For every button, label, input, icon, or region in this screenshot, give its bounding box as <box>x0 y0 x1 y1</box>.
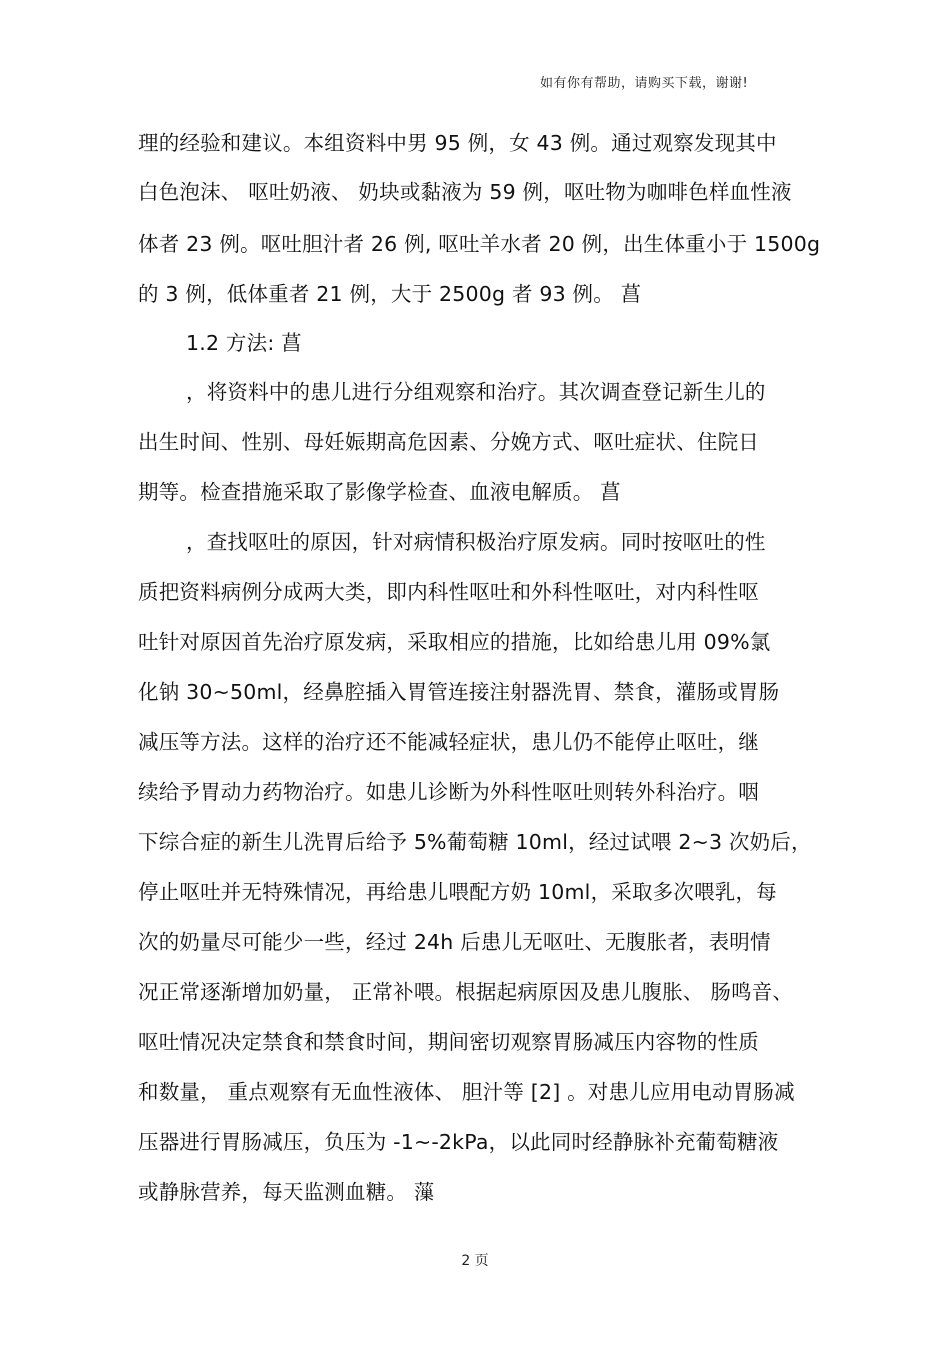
text-line: 续给予胃动力药物治疗。如患儿诊断为外科性呕吐则转外科治疗。咽 <box>138 780 759 804</box>
text-line: ，将资料中的患儿进行分组观察和治疗。其次调查登记新生儿的 <box>186 380 766 404</box>
text-line: 压器进行胃肠减压，负压为 -1~-2kPa，以此同时经静脉补充葡萄糖液 <box>138 1130 779 1154</box>
header-note: 如有你有帮助，请购买下载，谢谢! <box>540 76 749 91</box>
text-line: 化钠 30~50ml，经鼻腔插入胃管连接注射器洗胃、禁食，灌肠或胃肠 <box>138 680 780 704</box>
text-line: 期等。检查措施采取了影像学检查、血液电解质。 菖 <box>138 480 621 504</box>
text-line: 减压等方法。这样的治疗还不能减轻症状，患儿仍不能停止呕吐，继 <box>138 730 759 754</box>
text-line: 吐针对原因首先治疗原发病，采取相应的措施，比如给患儿用 09%氯 <box>138 630 771 654</box>
text-line: 出生时间、性别、母妊娠期高危因素、分娩方式、呕吐症状、住院日 <box>138 430 759 454</box>
text-line: 或静脉营养，每天监测血糖。 薻 <box>138 1180 435 1204</box>
text-line: 况正常逐渐增加奶量， 正常补喂。根据起病原因及患儿腹胀、 肠鸣音、 <box>138 980 794 1004</box>
section-heading: 1.2 方法: 菖 <box>186 331 302 355</box>
text-line: 和数量， 重点观察有无血性液体、 胆汁等 [2] 。对患儿应用电动胃肠减 <box>138 1080 795 1104</box>
text-line: 下综合症的新生儿洗胃后给予 5%葡萄糖 10ml，经过试喂 2~3 次奶后， <box>138 830 812 854</box>
page-number: 2 页 <box>461 1253 489 1269</box>
text-line: 呕吐情况决定禁食和禁食时间，期间密切观察胃肠减压内容物的性质 <box>138 1030 759 1054</box>
text-line: 白色泡沫、 呕吐奶液、 奶块或黏液为 59 例，呕吐物为咖啡色样血性液 <box>138 180 792 204</box>
text-line: 次的奶量尽可能少一些，经过 24h 后患儿无呕吐、无腹胀者，表明情 <box>138 930 771 954</box>
text-line: 的 3 例，低体重者 21 例，大于 2500g 者 93 例。 菖 <box>138 282 642 306</box>
text-line: ，查找呕吐的原因，针对病情积极治疗原发病。同时按呕吐的性 <box>186 530 766 554</box>
text-line: 停止呕吐并无特殊情况，再给患儿喂配方奶 10ml，采取多次喂乳，每 <box>138 880 777 904</box>
text-line: 质把资料病例分成两大类，即内科性呕吐和外科性呕吐，对内科性呕 <box>138 580 759 604</box>
text-line: 理的经验和建议。本组资料中男 95 例，女 43 例。通过观察发现其中 <box>138 131 777 155</box>
text-line: 体者 23 例。呕吐胆汁者 26 例, 呕吐羊水者 20 例，出生体重小于 1500g <box>138 232 821 256</box>
